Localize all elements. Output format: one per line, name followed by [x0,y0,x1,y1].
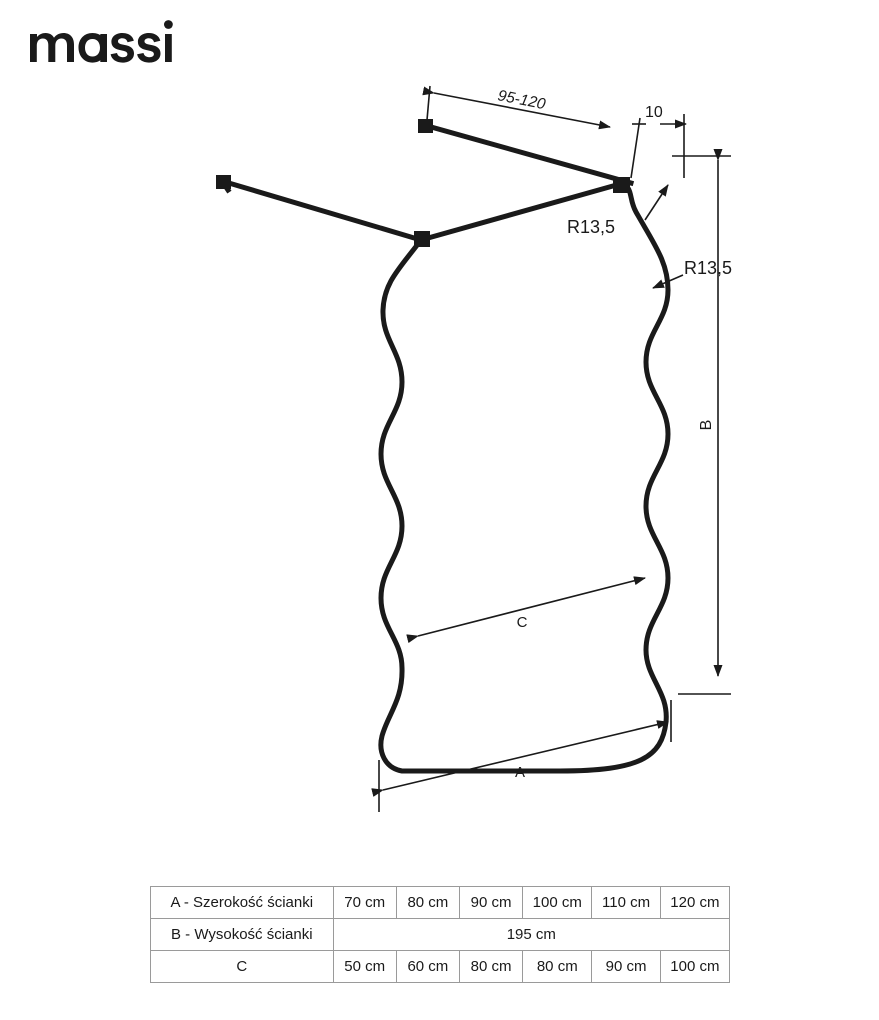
row-a-value-4: 100 cm [523,887,592,919]
row-a-value-2: 80 cm [396,887,459,919]
dimension-c-label: C [516,614,528,631]
row-c-value-6: 100 cm [660,951,729,983]
table-row [151,951,730,983]
row-c-value-2: 60 cm [396,951,459,983]
row-a-value-6: 120 cm [660,887,729,919]
row-c-value-1: 50 cm [333,951,396,983]
row-a-value-3: 90 cm [459,887,522,919]
row-a-value-5: 110 cm [592,887,660,919]
row-b-value-1: 195 cm [333,919,729,951]
dimension-depth: 10 [645,104,663,121]
row-c-value-3: 80 cm [459,951,522,983]
dimension-a-label: A [514,764,526,781]
row-c-value-4: 80 cm [523,951,592,983]
table-row [151,887,730,919]
radius-top-label: R13,5 [567,217,616,237]
row-b-label: B - Wysokość ścianki [151,919,334,951]
row-c-value-5: 90 cm [592,951,660,983]
specification-table [150,886,730,983]
radius-side-label: R13,5 [684,258,733,278]
row-a-label: A - Szerokość ścianki [151,887,334,919]
dimension-top-span: 95-120 [496,87,547,114]
row-a-value-1: 70 cm [333,887,396,919]
table-row [151,919,730,951]
row-c-label: C [151,951,334,983]
dimension-height-label: B [698,419,715,431]
